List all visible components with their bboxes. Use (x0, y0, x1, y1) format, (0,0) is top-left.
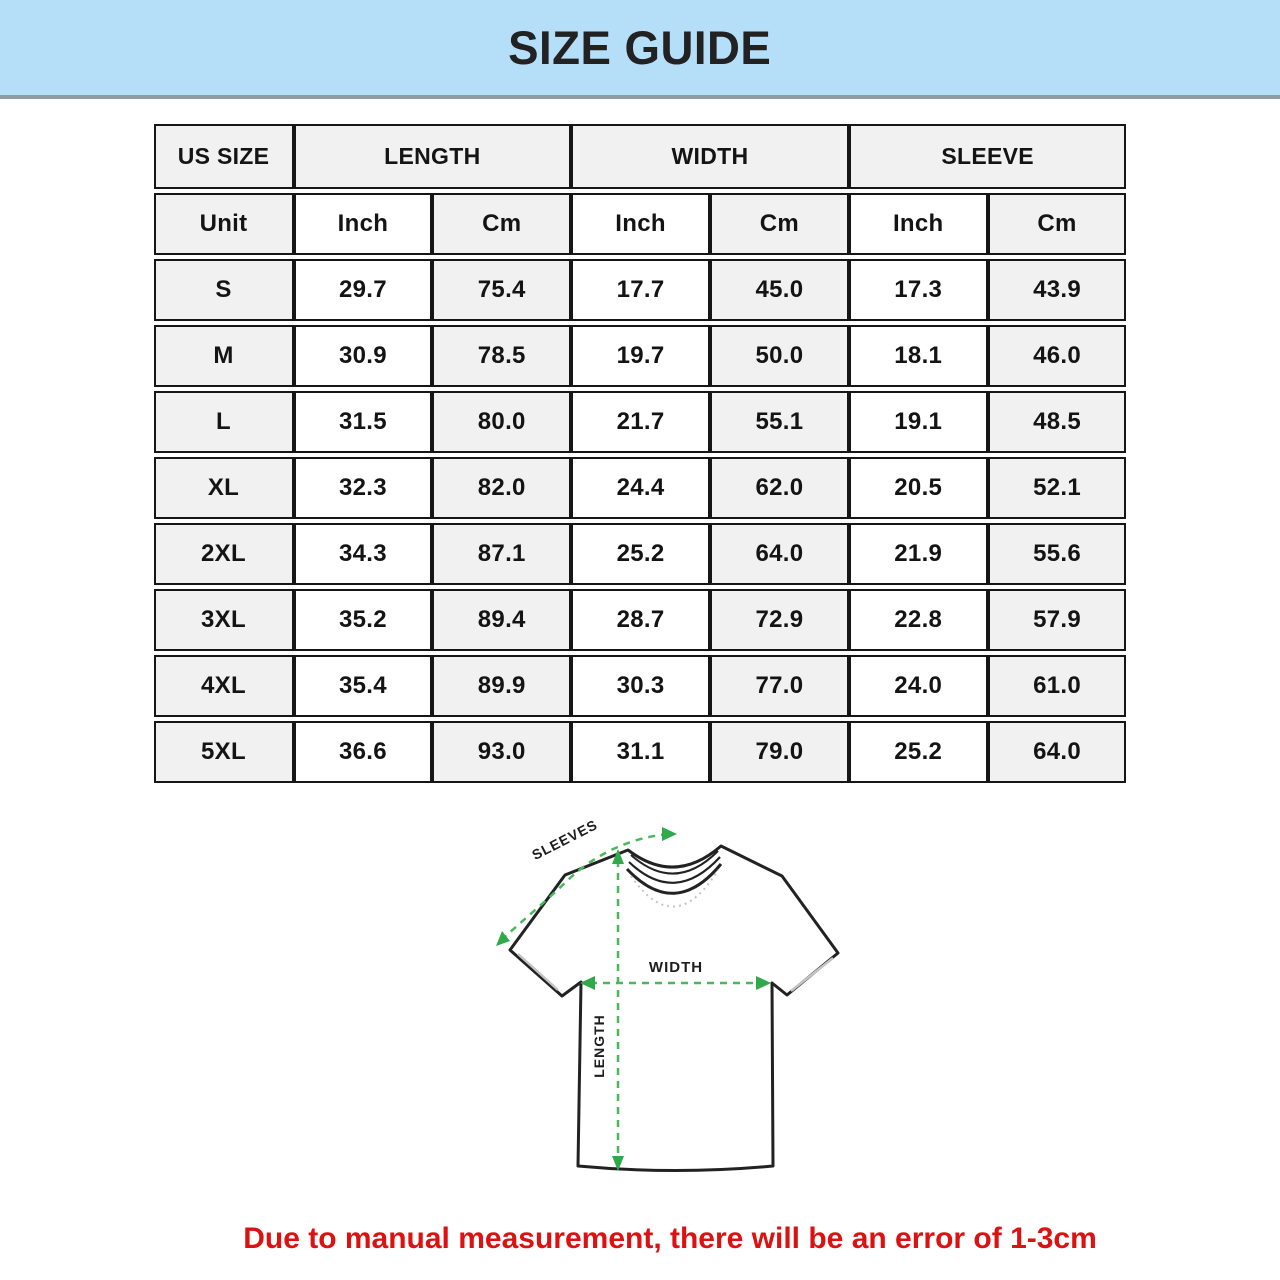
unit-cell: Cm (710, 193, 849, 255)
table-cell: 45.0 (710, 259, 849, 321)
table-cell: 30.3 (571, 655, 710, 717)
size-label: L (154, 391, 294, 453)
table-cell: 25.2 (571, 523, 710, 585)
size-label: XL (154, 457, 294, 519)
table-cell: 48.5 (988, 391, 1127, 453)
unit-row-label: Unit (154, 193, 294, 255)
table-cell: 87.1 (432, 523, 571, 585)
table-cell: 75.4 (432, 259, 571, 321)
size-label: 2XL (154, 523, 294, 585)
table-cell: 55.1 (710, 391, 849, 453)
table-cell: 62.0 (710, 457, 849, 519)
table-cell: 89.9 (432, 655, 571, 717)
table-cell: 57.9 (988, 589, 1127, 651)
table-cell: 34.3 (294, 523, 433, 585)
table-cell: 17.3 (849, 259, 988, 321)
table-cell: 52.1 (988, 457, 1127, 519)
table-cell: 72.9 (710, 589, 849, 651)
table-cell: 24.0 (849, 655, 988, 717)
sleeves-arrowhead-right (662, 827, 677, 841)
column-header-length: LENGTH (294, 124, 572, 189)
table-cell: 35.2 (294, 589, 433, 651)
table-cell: 21.9 (849, 523, 988, 585)
unit-cell: Cm (988, 193, 1127, 255)
size-label: S (154, 259, 294, 321)
table-cell: 64.0 (710, 523, 849, 585)
table-cell: 35.4 (294, 655, 433, 717)
header-banner (0, 0, 1280, 99)
table-cell: 30.9 (294, 325, 433, 387)
width-label: WIDTH (648, 959, 704, 976)
sleeves-arrowhead-left (496, 931, 510, 946)
table-cell: 31.5 (294, 391, 433, 453)
size-label: 3XL (154, 589, 294, 651)
table-cell: 20.5 (849, 457, 988, 519)
table-cell: 19.1 (849, 391, 988, 453)
tshirt-measurement-diagram (478, 798, 878, 1218)
column-header-us-size: US SIZE (154, 124, 294, 189)
table-cell: 22.8 (849, 589, 988, 651)
table-cell: 28.7 (571, 589, 710, 651)
size-label: 5XL (154, 721, 294, 783)
table-cell: 79.0 (710, 721, 849, 783)
table-cell: 36.6 (294, 721, 433, 783)
length-label: LENGTH (591, 1014, 607, 1078)
column-header-width: WIDTH (571, 124, 849, 189)
table-cell: 19.7 (571, 325, 710, 387)
table-cell: 64.0 (988, 721, 1127, 783)
table-cell: 78.5 (432, 325, 571, 387)
table-cell: 61.0 (988, 655, 1127, 717)
table-cell: 93.0 (432, 721, 571, 783)
unit-cell: Inch (294, 193, 433, 255)
table-cell: 31.1 (571, 721, 710, 783)
sleeves-label: SLEEVES (529, 816, 601, 863)
table-cell: 21.7 (571, 391, 710, 453)
table-cell: 55.6 (988, 523, 1127, 585)
table-cell: 32.3 (294, 457, 433, 519)
table-cell: 89.4 (432, 589, 571, 651)
column-header-sleeve: SLEEVE (849, 124, 1127, 189)
unit-cell: Inch (849, 193, 988, 255)
table-cell: 50.0 (710, 325, 849, 387)
table-cell: 25.2 (849, 721, 988, 783)
unit-cell: Inch (571, 193, 710, 255)
size-label: 4XL (154, 655, 294, 717)
table-cell: 17.7 (571, 259, 710, 321)
measurement-disclaimer: Due to manual measurement, there will be an error of 1-3cm (243, 1222, 1097, 1255)
table-cell: 46.0 (988, 325, 1127, 387)
table-cell: 18.1 (849, 325, 988, 387)
table-cell: 80.0 (432, 391, 571, 453)
page-title: SIZE GUIDE (508, 21, 772, 74)
table-cell: 82.0 (432, 457, 571, 519)
table-cell: 77.0 (710, 655, 849, 717)
size-label: M (154, 325, 294, 387)
table-cell: 29.7 (294, 259, 433, 321)
table-cell: 24.4 (571, 457, 710, 519)
unit-cell: Cm (432, 193, 571, 255)
table-cell: 43.9 (988, 259, 1127, 321)
size-table (154, 124, 1127, 783)
